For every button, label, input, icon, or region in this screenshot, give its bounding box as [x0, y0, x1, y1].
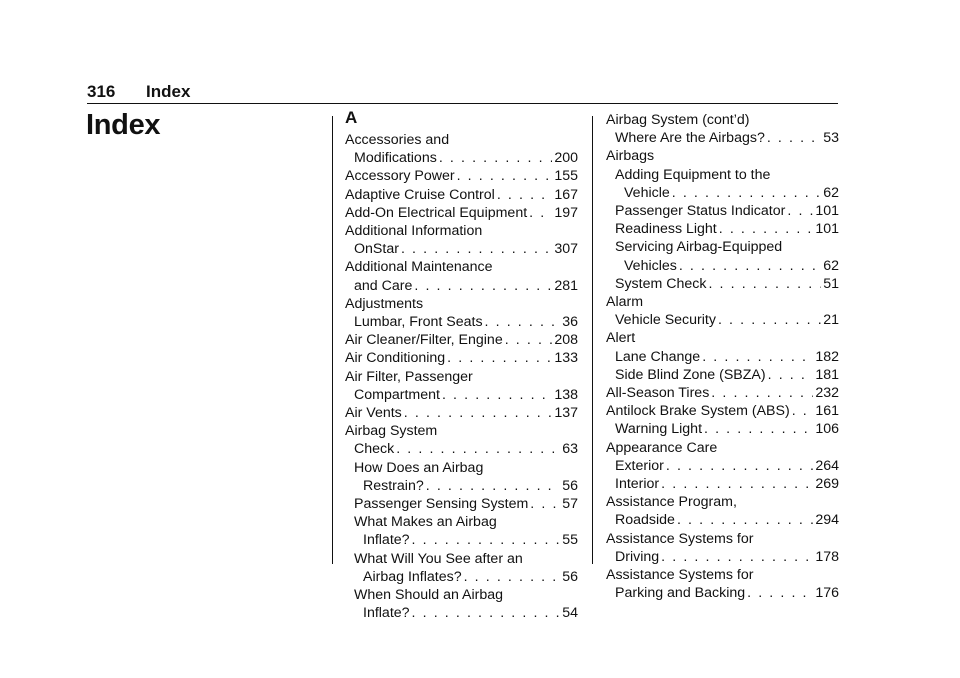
index-entry [606, 493, 839, 511]
entry-page: 178 [815, 548, 839, 565]
dot-leader [708, 275, 821, 293]
index-entry [354, 513, 578, 531]
entry-page: 63 [562, 441, 578, 458]
entry-page: 269 [815, 476, 839, 493]
entry-text: Adaptive Cruise Control [345, 186, 495, 203]
entry-page: 56 [562, 568, 578, 585]
entry-page: 181 [815, 366, 839, 383]
dot-leader [439, 149, 553, 167]
index-entry [624, 184, 839, 202]
entry-text: Appearance Care [606, 439, 718, 456]
index-entry [345, 222, 578, 240]
entry-text: Modifications [354, 150, 437, 167]
entry-text: Restrain? [363, 477, 424, 494]
entry-text: What Will You See after an [354, 550, 523, 567]
entry-page: 21 [823, 312, 839, 329]
dot-leader [505, 331, 553, 349]
entry-text: Roadside [615, 512, 675, 529]
dot-leader [530, 495, 560, 513]
entry-page: 57 [562, 496, 578, 513]
entry-page: 36 [562, 314, 578, 331]
dot-leader [661, 475, 813, 493]
section-name: Index [146, 82, 191, 101]
index-entry [345, 131, 578, 149]
entry-text: Assistance Program, [606, 494, 737, 511]
index-entry [606, 293, 839, 311]
dot-leader [426, 477, 560, 495]
dot-leader [792, 402, 814, 420]
dot-leader [485, 313, 561, 331]
index-entry [345, 204, 578, 222]
entry-page: 101 [815, 203, 839, 220]
dot-leader [457, 167, 553, 185]
entry-text: Passenger Sensing System [354, 496, 529, 513]
index-entry [363, 568, 578, 586]
entry-text: Check [354, 441, 395, 458]
entry-text: Accessory Power [345, 168, 455, 185]
page-number: 316 [87, 82, 116, 101]
index-entry [354, 386, 578, 404]
dot-leader [768, 366, 814, 384]
entry-text: Readiness Light [615, 221, 717, 238]
entry-text: Additional Information [345, 223, 483, 240]
page-title: Index [86, 109, 161, 141]
dot-leader [497, 186, 553, 204]
entry-text: and Care [354, 277, 413, 294]
index-entry [345, 349, 578, 367]
entry-text: Vehicle [624, 184, 670, 201]
entry-text: Servicing Airbag-Equipped [615, 239, 783, 256]
entry-page: 155 [554, 168, 578, 185]
entry-page: 281 [554, 277, 578, 294]
dot-leader [412, 531, 561, 549]
entry-text: Airbag System [345, 423, 438, 440]
index-entry [354, 440, 578, 458]
entry-page: 53 [823, 130, 839, 147]
entry-page: 200 [554, 150, 578, 167]
index-entry [615, 548, 839, 566]
entry-page: 51 [823, 275, 839, 292]
entry-text: Inflate? [363, 532, 410, 549]
entry-text: What Makes an Airbag [354, 514, 497, 531]
dot-leader [464, 568, 561, 586]
column-divider-2 [592, 116, 593, 564]
entry-text: Airbag Inflates? [363, 568, 462, 585]
entry-text: Compartment [354, 386, 440, 403]
entry-text: How Does an Airbag [354, 459, 484, 476]
index-letter: A [345, 108, 358, 127]
entry-text: Air Cleaner/Filter, Engine [345, 332, 503, 349]
index-entry [615, 311, 839, 329]
entry-page: 232 [815, 385, 839, 402]
index-entry [354, 277, 578, 295]
dot-leader [719, 220, 814, 238]
index-entry [606, 439, 839, 457]
entry-page: 56 [562, 477, 578, 494]
entry-page: 106 [815, 421, 839, 438]
index-entry [345, 186, 578, 204]
dot-leader [412, 604, 561, 622]
entry-text: Interior [615, 476, 660, 493]
index-column-2 [606, 111, 839, 602]
dot-leader [711, 384, 813, 402]
entry-text: Assistance Systems for [606, 567, 754, 584]
index-entry [354, 240, 578, 258]
entry-page: 176 [815, 585, 839, 602]
entry-text: Passenger Status Indicator [615, 203, 786, 220]
dot-leader [414, 277, 552, 295]
entry-text: Accessories and [345, 132, 450, 148]
index-entry [615, 166, 839, 184]
index-entry [615, 457, 839, 475]
index-entry [615, 238, 839, 256]
dot-leader [661, 548, 813, 566]
entry-page: 264 [815, 457, 839, 474]
index-entry [615, 420, 839, 438]
entry-text: Side Blind Zone (SBZA) [615, 366, 766, 383]
entry-page: 167 [554, 186, 578, 203]
entry-page: 101 [815, 221, 839, 238]
entry-text: Air Filter, Passenger [345, 368, 473, 385]
entry-text: Where Are the Airbags? [615, 130, 765, 147]
entry-text: Alarm [606, 294, 644, 311]
index-entry [354, 586, 578, 604]
dot-leader [672, 184, 821, 202]
index-entry [363, 531, 578, 549]
index-entry [606, 566, 839, 584]
entry-text: Driving [615, 548, 660, 565]
index-entry [615, 220, 839, 238]
index-entry [615, 275, 839, 293]
index-entry [345, 295, 578, 313]
index-entry [615, 584, 839, 602]
index-entry [615, 129, 839, 147]
running-header [87, 82, 190, 102]
entry-text: Airbags [606, 148, 655, 165]
dot-leader [666, 457, 813, 475]
index-entry [354, 459, 578, 477]
index-entry [615, 366, 839, 384]
dot-leader [442, 386, 552, 404]
entry-page: 54 [562, 605, 578, 622]
index-entry [606, 111, 839, 129]
entry-text: OnStar [354, 241, 399, 258]
entry-page: 294 [815, 512, 839, 529]
dot-leader [396, 440, 560, 458]
index-column-1 [345, 108, 578, 622]
dot-leader [679, 257, 821, 275]
entry-text: Vehicles [624, 257, 677, 274]
index-entry [615, 475, 839, 493]
entry-page: 62 [823, 184, 839, 201]
index-entry [354, 495, 578, 513]
index-entry [345, 331, 578, 349]
dot-leader [718, 311, 821, 329]
entry-text: Alert [606, 330, 636, 347]
entry-page: 137 [554, 405, 578, 422]
entry-page: 197 [554, 204, 578, 221]
index-entry [354, 550, 578, 568]
entry-text: Assistance Systems for [606, 530, 754, 547]
entry-text: All-Season Tires [606, 385, 710, 402]
index-entry [345, 422, 578, 440]
dot-leader [404, 404, 553, 422]
dot-leader [529, 204, 552, 222]
dot-leader [401, 240, 552, 258]
entry-text: Inflate? [363, 605, 410, 622]
entry-text: Antilock Brake System (ABS) [606, 403, 790, 420]
index-entry [615, 511, 839, 529]
entry-text: Additional Maintenance [345, 259, 493, 276]
index-entry [354, 313, 578, 331]
column-divider-1 [332, 116, 333, 564]
entry-page: 138 [554, 386, 578, 403]
index-entry [354, 149, 578, 167]
index-entry [606, 384, 839, 402]
index-entry [345, 404, 578, 422]
entry-text: Adjustments [345, 295, 424, 312]
dot-leader [787, 202, 813, 220]
index-entry [606, 147, 839, 165]
dot-leader [767, 129, 821, 147]
dot-leader [447, 349, 552, 367]
entry-text: Add-On Electrical Equipment [345, 204, 528, 221]
entry-page: 307 [554, 241, 578, 258]
entry-text: Lane Change [615, 348, 701, 365]
index-entry [345, 368, 578, 386]
entry-text: Adding Equipment to the [615, 166, 771, 183]
header-rule [87, 103, 838, 104]
entry-text: System Check [615, 275, 707, 292]
entry-page: 55 [562, 532, 578, 549]
entry-text: Exterior [615, 457, 664, 474]
entry-text: Warning Light [615, 421, 703, 438]
entry-text: Parking and Backing [615, 585, 746, 602]
index-entry [606, 530, 839, 548]
index-entry [606, 329, 839, 347]
dot-leader [704, 420, 813, 438]
index-entry [615, 202, 839, 220]
entry-page: 182 [815, 348, 839, 365]
index-entry [363, 604, 578, 622]
entry-page: 133 [554, 350, 578, 367]
index-entry [606, 402, 839, 420]
dot-leader [747, 584, 813, 602]
entry-page: 62 [823, 257, 839, 274]
entry-text: Vehicle Security [615, 312, 716, 329]
dot-leader [702, 348, 813, 366]
index-entry [615, 348, 839, 366]
index-entry [345, 258, 578, 276]
index-entry [363, 477, 578, 495]
dot-leader [677, 511, 813, 529]
index-entry [624, 257, 839, 275]
entry-text: Lumbar, Front Seats [354, 314, 483, 331]
entry-page: 161 [815, 403, 839, 420]
entry-text: Air Conditioning [345, 350, 446, 367]
index-entry [345, 167, 578, 185]
entry-page: 208 [554, 332, 578, 349]
entry-text: Air Vents [345, 405, 402, 422]
entry-text: When Should an Airbag [354, 587, 504, 604]
entry-text: Airbag System (cont’d) [606, 112, 750, 128]
